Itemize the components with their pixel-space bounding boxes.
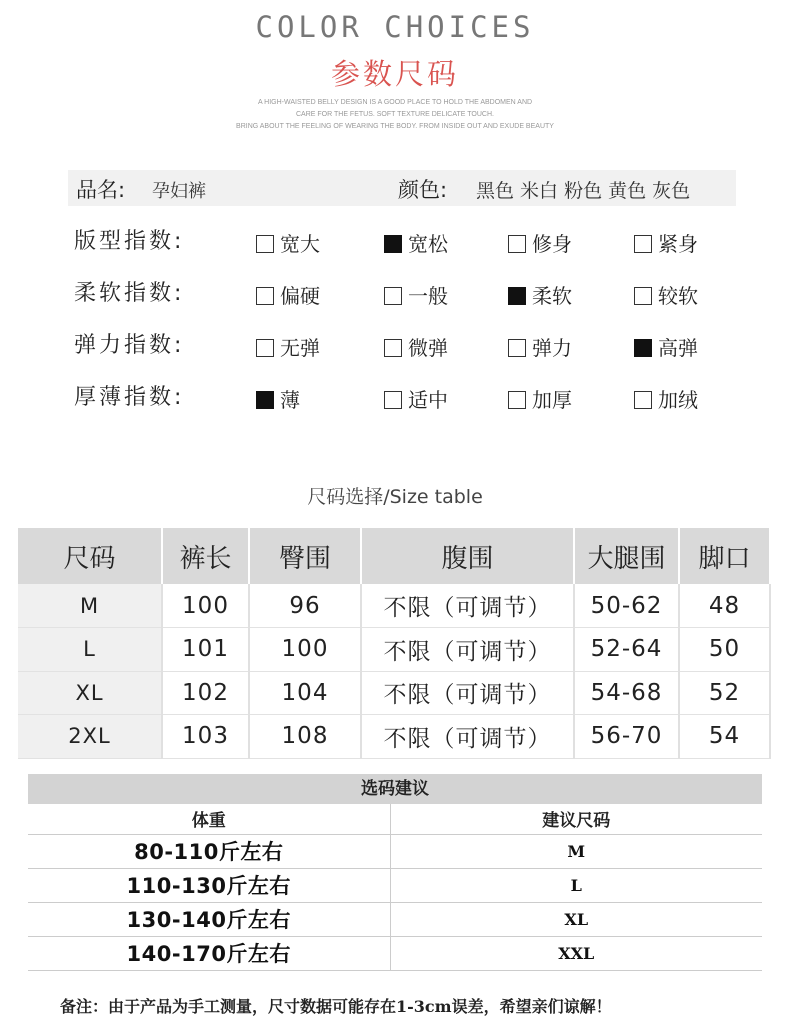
weight-cell: 130-140斤左右 (28, 902, 390, 936)
option[interactable] (384, 228, 448, 254)
table-row (28, 834, 762, 868)
column-header: 体重 (28, 804, 390, 834)
checkbox[interactable] (508, 287, 526, 305)
option[interactable] (634, 384, 698, 410)
checkbox[interactable] (384, 339, 402, 357)
checkbox[interactable] (508, 339, 526, 357)
option-label: 紧身 (658, 232, 698, 256)
table-cell: L (18, 628, 162, 672)
checkbox[interactable] (508, 235, 526, 253)
checkbox[interactable] (634, 287, 652, 305)
index-row-thickness (0, 378, 790, 414)
table-row (28, 936, 762, 970)
table-cell: 100 (162, 584, 249, 628)
size-cell: L (390, 868, 762, 902)
option[interactable] (256, 332, 320, 358)
color-value: 黑色 米白 粉色 黄色 灰色 (476, 180, 691, 202)
checkbox[interactable] (634, 235, 652, 253)
option-label: 弹力 (532, 336, 572, 360)
option[interactable] (256, 384, 300, 410)
header-subtitle (0, 97, 790, 133)
option[interactable] (508, 332, 572, 358)
index-row-softness (0, 274, 790, 310)
header-title-en: COLOR CHOICES (255, 10, 535, 44)
index-label: 弹力指数: (74, 333, 185, 358)
table-cell: 不限（可调节） (361, 715, 574, 759)
color-label: 颜色: (398, 178, 448, 202)
option-label: 偏硬 (280, 284, 320, 308)
weight-cell: 140-170斤左右 (28, 936, 390, 970)
table-cell: 48 (679, 584, 770, 628)
table-cell: 52 (679, 671, 770, 715)
table-cell: 2XL (18, 715, 162, 759)
table-cell: XL (18, 671, 162, 715)
option[interactable] (384, 332, 448, 358)
table-row (18, 715, 770, 759)
header-title-cn: 参数尺码 (330, 57, 459, 91)
size-table-title: 尺码选择/Size table (307, 486, 483, 508)
size-table (18, 528, 771, 759)
table-cell: 101 (162, 628, 249, 672)
index-label: 柔软指数: (74, 281, 185, 306)
table-row (28, 902, 762, 936)
table-cell: 不限（可调节） (361, 671, 574, 715)
option-label: 加厚 (532, 388, 572, 412)
column-header: 大腿围 (574, 528, 679, 584)
index-label: 厚薄指数: (74, 385, 185, 410)
table-cell: 104 (249, 671, 361, 715)
option-label: 柔软 (532, 284, 572, 308)
table-cell: 100 (249, 628, 361, 672)
table-cell: M (18, 584, 162, 628)
option[interactable] (508, 280, 572, 306)
option-label: 加绒 (658, 388, 698, 412)
option-label: 宽松 (408, 232, 448, 256)
product-info-bar (68, 170, 736, 206)
table-cell: 108 (249, 715, 361, 759)
table-row (18, 628, 770, 672)
option[interactable] (634, 280, 698, 306)
size-table-header-row (18, 528, 770, 584)
recommendation-table (28, 804, 762, 971)
size-cell: XXL (390, 936, 762, 970)
table-row (18, 584, 770, 628)
table-cell: 不限（可调节） (361, 628, 574, 672)
checkbox[interactable] (634, 339, 652, 357)
recommendation-header-row (28, 804, 762, 834)
size-cell: M (390, 834, 762, 868)
recommendation-title: 选码建议 (28, 774, 762, 804)
column-header: 裤长 (162, 528, 249, 584)
option-label: 无弹 (280, 336, 320, 360)
column-header: 建议尺码 (390, 804, 762, 834)
size-recommendation (28, 774, 762, 971)
checkbox[interactable] (384, 287, 402, 305)
table-row (28, 868, 762, 902)
option[interactable] (384, 384, 448, 410)
option-label: 薄 (280, 388, 300, 412)
subtitle-line: BRING ABOUT THE FEELING OF WEARING THE BODY. FROM INSIDE OUT AND EXUDE BEAUTY (236, 123, 554, 130)
table-cell: 102 (162, 671, 249, 715)
option-label: 宽大 (280, 232, 320, 256)
column-header: 脚口 (679, 528, 770, 584)
size-cell: XL (390, 902, 762, 936)
table-cell: 不限（可调节） (361, 584, 574, 628)
option[interactable] (256, 280, 320, 306)
index-label: 版型指数: (74, 229, 185, 254)
product-name-value: 孕妇裤 (152, 181, 206, 202)
option[interactable] (508, 384, 572, 410)
weight-cell: 80-110斤左右 (28, 834, 390, 868)
checkbox[interactable] (634, 391, 652, 409)
column-header: 臀围 (249, 528, 361, 584)
subtitle-line: CARE FOR THE FETUS. SOFT TEXTURE DELICATE TOUCH. (296, 111, 494, 118)
checkbox[interactable] (256, 339, 274, 357)
index-row-elasticity (0, 326, 790, 362)
option-label: 修身 (532, 232, 572, 256)
checkbox[interactable] (384, 391, 402, 409)
column-header: 尺码 (18, 528, 162, 584)
option[interactable] (634, 228, 698, 254)
column-header: 腹围 (361, 528, 574, 584)
option-label: 微弹 (408, 336, 448, 360)
option-label: 适中 (408, 388, 448, 412)
checkbox[interactable] (256, 235, 274, 253)
option[interactable] (256, 228, 320, 254)
product-name-label: 品名: (76, 178, 126, 202)
table-row (18, 671, 770, 715)
table-cell: 96 (249, 584, 361, 628)
checkbox[interactable] (384, 235, 402, 253)
table-cell: 52-64 (574, 628, 679, 672)
weight-cell: 110-130斤左右 (28, 868, 390, 902)
table-cell: 56-70 (574, 715, 679, 759)
option-label: 一般 (408, 284, 448, 308)
checkbox[interactable] (256, 287, 274, 305)
option[interactable] (384, 280, 448, 306)
option[interactable] (634, 332, 698, 358)
table-cell: 50 (679, 628, 770, 672)
option[interactable] (508, 228, 572, 254)
option-label: 高弹 (658, 336, 698, 360)
index-row-fit (0, 222, 790, 258)
option-label: 较软 (658, 284, 698, 308)
checkbox[interactable] (256, 391, 274, 409)
table-cell: 50-62 (574, 584, 679, 628)
table-cell: 54-68 (574, 671, 679, 715)
table-cell: 103 (162, 715, 249, 759)
subtitle-line: A HIGH-WAISTED BELLY DESIGN IS A GOOD PLACE TO HOLD THE ABDOMEN AND (257, 99, 533, 106)
checkbox[interactable] (508, 391, 526, 409)
table-cell: 54 (679, 715, 770, 759)
disclaimer-note: 备注：由于产品为手工测量，尺寸数据可能存在1-3cm误差，希望亲们谅解！ (60, 997, 612, 1016)
